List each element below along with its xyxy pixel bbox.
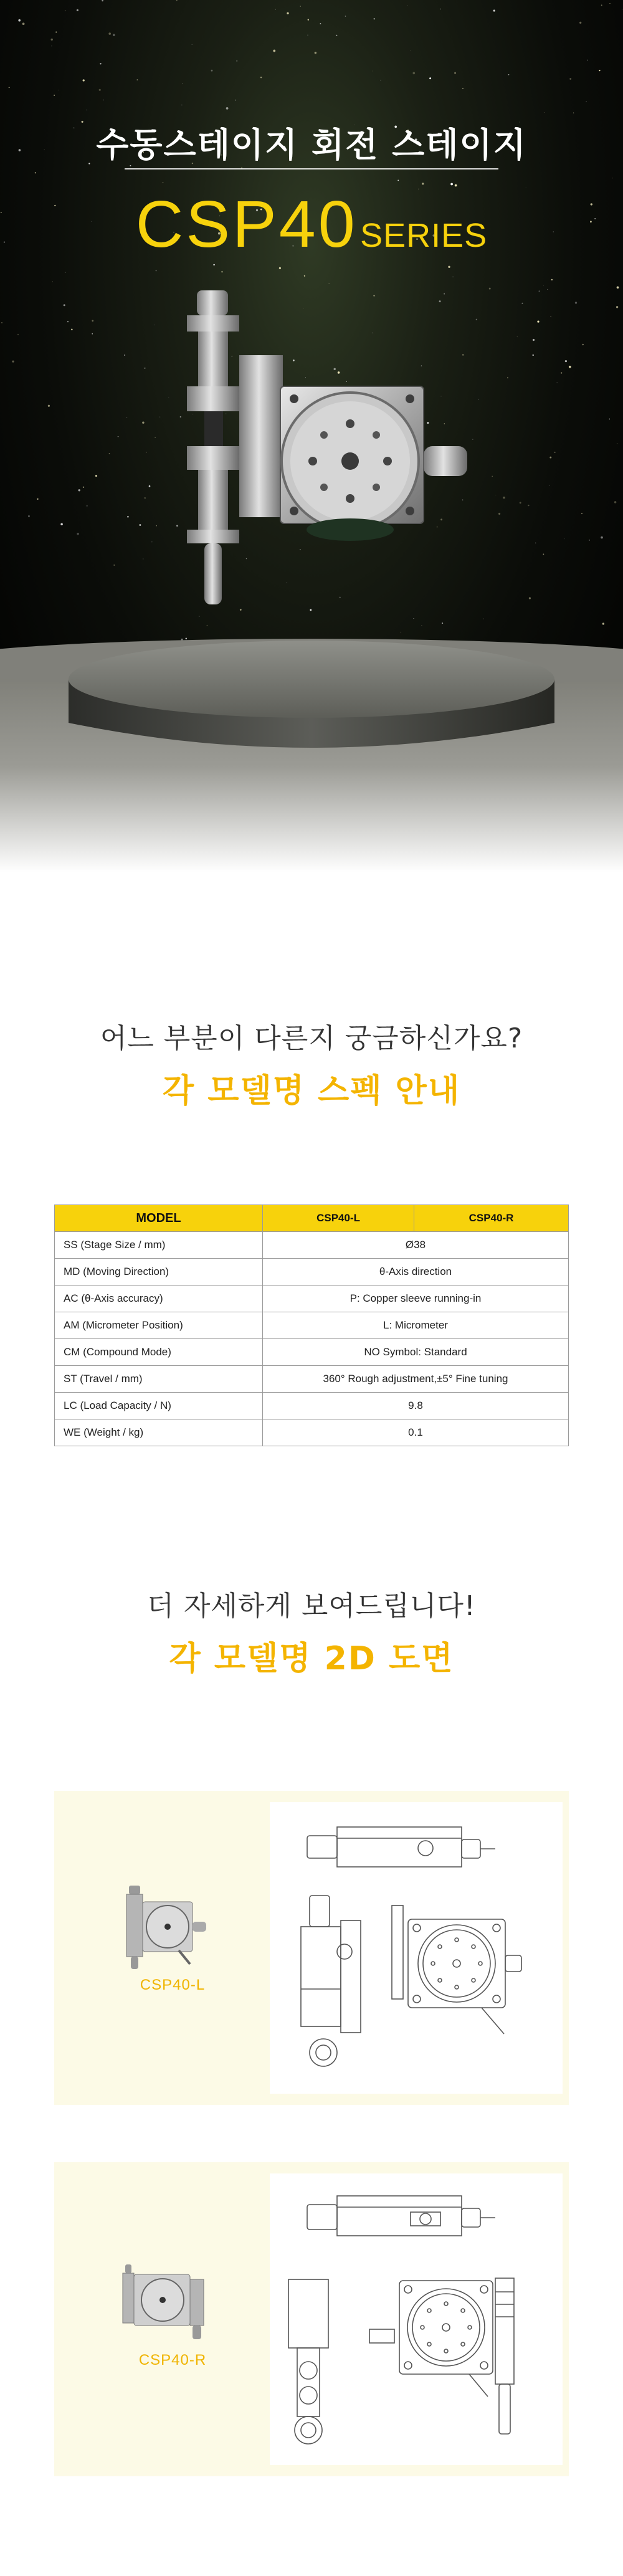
spec-title: 각 모델명 스펙 안내 [162,1072,461,1110]
star [454,72,456,74]
table-row [55,1393,569,1419]
spec-table [54,1205,569,1446]
spec-question: 어느 부분이 다른지 궁금하신가요? [100,1023,523,1054]
star [108,32,111,35]
star [35,172,36,173]
spec-row-value: P: Copper sleeve running-in [263,1286,569,1312]
page-bottom-spacer [0,2476,623,2576]
star [260,77,262,78]
star [273,50,275,52]
star [336,35,337,36]
table-row [55,1259,569,1286]
star [77,9,78,11]
star [407,5,408,6]
drawing-section-heading [0,1583,623,1679]
spec-row-label: AC (θ-Axis accuracy) [55,1286,263,1312]
spec-header-csp40-l: CSP40-L [263,1205,414,1232]
star [448,266,450,268]
hero-subtitle: 수동스테이지 회전 스테이지 [96,125,527,165]
drawing-section [0,1446,623,2576]
spec-header-csp40-r: CSP40-R [414,1205,569,1232]
table-row [55,1366,569,1393]
technical-drawing-csp40-r [270,2173,563,2465]
spec-row-label: CM (Compound Mode) [55,1339,263,1366]
star [450,183,453,186]
star [51,45,52,46]
star [155,270,156,271]
drawing-panel-csp40-l [270,1802,563,2094]
spec-row-value: 0.1 [263,1419,569,1446]
star [137,79,138,80]
star [422,183,424,184]
spec-row-value: NO Symbol: Standard [263,1339,569,1366]
star [599,70,600,71]
star [50,39,52,41]
star [315,52,316,54]
star [275,9,276,10]
drawing-card-csp40-r [54,2162,569,2476]
spec-row-label: MD (Moving Direction) [55,1259,263,1286]
table-row [55,1286,569,1312]
star [211,70,213,72]
star [307,34,308,36]
star [569,78,571,80]
spec-section-heading [0,1016,623,1111]
star [279,267,281,269]
spec-row-value: 9.8 [263,1393,569,1419]
star [99,89,101,91]
table-row [55,1339,569,1366]
product-thumbnail-csp40-l [117,1883,210,1970]
spec-row-value: 360° Rough adjustment,±5° Fine tuning [263,1366,569,1393]
drawing-label-csp40-l: CSP40-L [140,1977,206,1993]
spec-row-label: AM (Micrometer Position) [55,1312,263,1339]
star [455,184,457,187]
star [429,77,431,79]
star [601,4,602,6]
star [374,18,376,20]
star [508,74,510,75]
drawing-title: 각 모델명 2D 도면 [169,1640,454,1677]
star [587,60,588,61]
drawing-panel-csp40-r [270,2173,563,2465]
technical-drawing-csp40-l [270,1802,563,2094]
product-thumbnail-csp40-r [119,2261,212,2342]
drawing-label-csp40-r: CSP40-R [138,2352,207,2368]
star [579,22,581,24]
spec-row-label: ST (Travel / mm) [55,1366,263,1393]
hero-divider [125,168,498,169]
star [287,12,288,14]
star [235,100,236,101]
drawing-question: 더 자세하게 보여드립니다! [147,1590,476,1622]
spec-row-label: SS (Stage Size / mm) [55,1232,263,1259]
star [462,88,463,89]
spec-row-value: θ-Axis direction [263,1259,569,1286]
table-row [55,1312,569,1339]
star [320,23,321,24]
star [345,16,346,17]
star [308,19,309,21]
star [300,6,301,7]
star [18,19,21,22]
table-row [55,1419,569,1446]
star [9,87,10,88]
star [22,22,25,25]
spec-row-value: L: Micrometer [263,1312,569,1339]
hero-title [0,187,623,262]
spec-header-model: MODEL [55,1205,263,1232]
table-row [55,1232,569,1259]
star [176,0,178,1]
hero-title-model: CSP40 [135,188,358,261]
spec-table-header-row [55,1205,569,1232]
spec-row-label: WE (Weight / kg) [55,1419,263,1446]
spec-section [0,872,623,1446]
star [55,32,57,33]
star [113,34,115,36]
spec-row-value: Ø38 [263,1232,569,1259]
spec-row-label: LC (Load Capacity / N) [55,1393,263,1419]
star [612,178,613,179]
star [236,60,237,62]
hero-banner [0,0,623,872]
product-illustration [0,274,623,872]
star [586,101,587,102]
star [226,107,229,110]
star [412,72,415,75]
star [192,44,193,45]
drawing-card-csp40-l [54,1791,569,2105]
hero-title-series: SERIES [360,217,488,254]
star [610,3,611,4]
star [397,180,399,181]
star [221,271,223,273]
star [493,10,495,12]
star [102,0,103,1]
star [83,79,85,81]
star [213,264,214,265]
star [54,95,55,96]
star [100,63,101,64]
